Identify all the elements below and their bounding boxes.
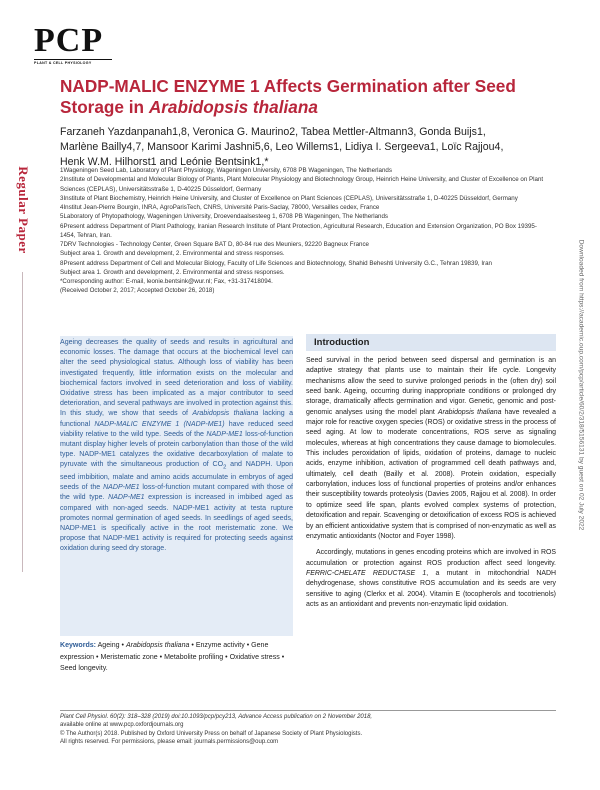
intro-heading: Introduction (306, 334, 556, 351)
author-line: Henk W.M. Hilhorst1 and Leónie Bentsink1,* (60, 156, 269, 168)
received-dates: (Received October 2, 2017; Accepted October 26, 2018) (60, 287, 215, 295)
author-line: Farzaneh Yazdanpanah1,8, Veronica G. Maurino2, Tabea Mettler-Altmann3, Gonda Buijs1, (60, 126, 486, 138)
footer-rule (60, 710, 556, 711)
citation-line: Plant Cell Physiol. 60(2): 318–328 (2019) doi:10.1093/pcp/pcy213, Advance Access publication on 2 November 2018, (60, 714, 373, 720)
affiliation: 4Institut Jean-Pierre Bourgin, INRA, AgroParisTech, CNRS, Université Paris-Saclay, 78000, Versailles cedex, France (60, 204, 380, 211)
affiliation: 3Institute of Plant Biochemistry, Heinrich Heine University, and Cluster of Excellence on Plant Sciences (CEPLAS), Universitätsstraße 1, D-40225 Düsseldorf, Germany (60, 194, 518, 202)
abstract-text: Ageing decreases the quality of seeds and results in agricultural and economic losses. The damage that occurs at the biochemical level can alter the seed physiological status. Although loss of viability has been investigated frequently, little information exists on the molecular and biochemical factors involved in seed deterioration and loss of viability. Oxidative stress has been implicated as a major contributor to seed deterioration, and several pathways are involved in protection against this. In this study, we show that seeds of Arabidopsis thaliana lacking a functional NADP-MALIC ENZYME 1 (NADP-ME1) have reduced seed viability relative to the wild type. Seeds of the NADP-ME1 loss-of-function mutant display higher levels of protein carbonylation than those of the wild type. NADP-ME1 catalyzes the oxidative decarboxylation of malate to pyruvate with the simultaneous production of $CO_2$ and NADPH. Upon seed imbibition, malate and amino acids accumulate in embryos of aged seeds of the NADP-ME1 loss-of-function mutant compared with those of the wild type. NADP-ME1 expression is increased in imbibed aged as compared with non-aged seeds. NADP-ME1 activity at testa rupture promotes normal germination of aged seeds. In seedlings of aged seeds, NADP-ME1 is specifically active in the root meristematic zone. We propose that NADP-ME1 activity is required for protecting seeds against oxidation during seed dry storage. (60, 339, 294, 553)
author-list (60, 125, 550, 170)
footer (60, 713, 556, 746)
author-line: Marlène Bailly4,7, Mansoor Karimi Jashni5,6, Leo Willems1, Lidiya I. Sergeeva1, Loïc Rajjou4, (60, 141, 504, 153)
affiliation: 1Wageningen Seed Lab, Laboratory of Plant Physiology, Wageningen University, 6708 PB Wageningen, The Netherlands (60, 167, 392, 174)
journal-url-line: available online at www.pcp.oxfordjournals.org (60, 722, 184, 729)
affiliation: 2Institute of Developmental and Molecular Biology of Plants, Plant Molecular Physiology and Biotechnology Group, Heinrich Heine University, and Cluster of Excellence on Plant Sciences (CEPLAS), Universitätsstraße 1, D-40225 Düsseldorf, Germany (60, 176, 544, 193)
intro-text (306, 356, 556, 610)
affiliation: 6Present address Department of Plant Pathology, Iranian Research Institute of Plant Protection, Agricultural Research, Education and Extension Organization, PO Box 19395-1454, Tehran, Iran. (60, 222, 537, 239)
affiliation: 5Laboratory of Phytopathology, Wageningen University, Droevendaalsesteeg 1, 6708 PB Wageningen, The Netherlands (60, 213, 389, 221)
download-note: Downloaded from https://academic.oup.com/pcp/article/60/2/318/5156131 by guest on 02 July 2022 (577, 239, 585, 531)
affiliation: 7DRV Technologies - Technology Center, Green Square BAT D, 80-84 rue des Meuniers, 92220 Bagneux France (60, 241, 369, 248)
journal-logo (34, 24, 112, 65)
corresponding-author: *Corresponding author: E-mail, leonie.bentsink@wur.nl; Fax, +31-317418094. (60, 278, 273, 285)
affiliation: 8Present address Department of Cell and Molecular Biology, Faculty of Life Sciences and Biotechnology, Shahid Beheshti University G.C., Tehran 19839, Iran (60, 259, 492, 267)
intro-paragraph: Seed survival in the period between seed dispersal and germination is an adaptive strategy that plants use to maintain their life cycle. Longevity mechanisms allow the seed to survive prolonged periods in the (often dry) soil seed bank. Ageing, occurring during inappropriate conditions or prolonged dry storage, dramatically affects germination and vigor. Genetic, genomic and post-genomic analyses using the model plant Arabidopsis thaliana have revealed a major role for reactive oxygen species (ROS) or oxidative stress in the process of seed aging. At low to moderate concentrations, ROS serve as signaling molecules, whereas at high concentrations they cause damage to biomolecules. This includes peroxidation of lipids, oxidation of proteins, damage to nucleic acids, enzyme inhibition, activation of programmed cell death pathways and, ultimately, cell death (Bailly et al. 2008). Protein oxidation, especially carbonylation, induces loss of functional properties of proteins and/or enhances their susceptibility towards proteolysis (Davies 2005, Rajjou et al. 2008). In order to optimize seed life span, plants evolved complex systems of protection, detoxification and repair. Scavenging or detoxification of excess ROS is achieved by an efficient antioxidative system that is comprised of non-enzymatic as well as enzymatic antioxidants (Noctor and Foyer 1998). (306, 357, 557, 540)
keywords: Keywords: Ageing • Arabidopsis thaliana • Enzyme activity • Gene expression • Meristematic zone • Metabolite profiling • Oxidative stress • Seed longevity. (60, 642, 285, 672)
subject-area: Subject area 1. Growth and development, 2. Environmental and stress responses. (60, 268, 285, 276)
intro-paragraph: Accordingly, mutations in genes encoding proteins which are involved in ROS accumulation or protection against ROS production affect seed longevity. FERRIC-CHELATE REDUCTASE 1, a mutant in mitochondrial NADH dehydrogenase, shows constitutive ROS accumulation and its seeds are very sensitive to aging (Clerkx et al. 2004). Vitamin E (tocopherols and tocotrienols) acts as an antioxidant and prevents non-enzymatic lipid oxidation. (306, 549, 556, 608)
side-rule (22, 272, 23, 572)
copyright-line: © The Author(s) 2018. Published by Oxford University Press on behalf of Japanese Society of Plant Physiologists. (60, 730, 363, 737)
section-label: Regular Paper (16, 166, 31, 254)
affiliations (60, 166, 550, 296)
logo-subtitle: PLANT & CELL PHYSIOLOGY (34, 59, 112, 65)
logo-wordmark: PCP (34, 22, 104, 59)
permissions-line: All rights reserved. For permissions, please email: journals.permissions@oup.com (60, 738, 279, 745)
subject-area: Subject area 1. Growth and development, 2. Environmental and stress responses. (60, 250, 285, 258)
article-title: NADP-MALIC ENZYME 1 Affects Germination after Seed Storage in Arabidopsis thaliana (60, 76, 516, 117)
